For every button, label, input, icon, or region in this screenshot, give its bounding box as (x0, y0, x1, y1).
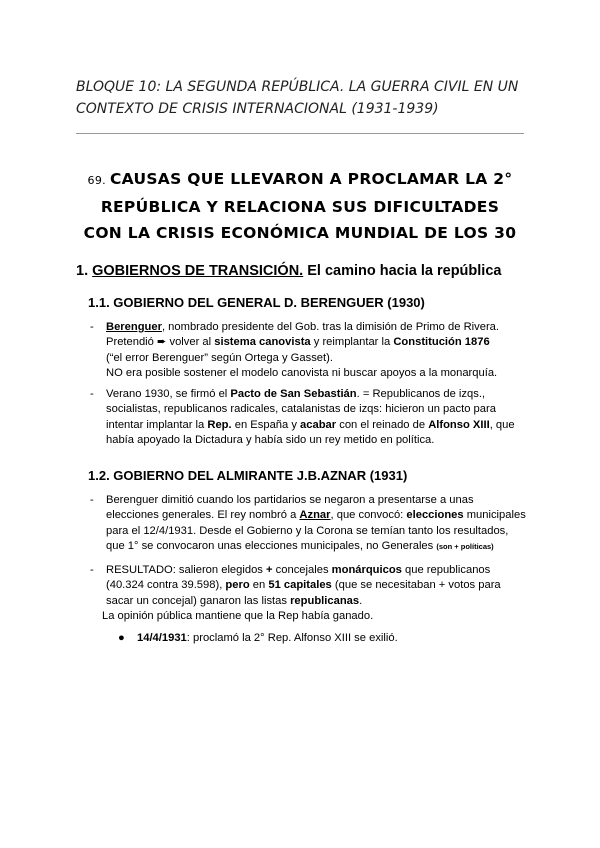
small-note: (son + políticas) (436, 541, 494, 551)
text: concejales (272, 564, 332, 576)
term-51-capitales: 51 capitales (268, 579, 332, 592)
term-pacto-san-sebastian: Pacto de San Sebastián (230, 388, 357, 400)
section-number: 1. (76, 263, 89, 279)
text: en (249, 579, 269, 592)
block-title-line-1: BLOQUE 10: LA SEGUNDA REPÚBLICA. LA GUERRA CIVIL EN UN (76, 79, 519, 95)
text: , que convocó: (330, 509, 407, 522)
dash-marker: - (90, 564, 94, 576)
text: (40.324 contra 39.598), (106, 579, 226, 592)
term-berenguer: Berenguer (106, 321, 162, 333)
text: elecciones generales. El rey nombró a (106, 509, 300, 522)
text: RESULTADO: salieron elegidos (106, 564, 267, 576)
text: . (359, 594, 363, 607)
term-acabar: acabar (300, 418, 337, 431)
text-line: La opinión pública mantiene que la Rep había ganado. (102, 609, 374, 622)
question-title-line-3: CON LA CRISIS ECONÓMICA MUNDIAL DE LOS 30 (83, 224, 517, 242)
horizontal-divider (76, 133, 524, 134)
text-line: socialistas, republicanos radicales, catalanistas de izqs: hicieron un pacto para (106, 403, 496, 416)
term-sistema-canovista: sistema canovista (214, 336, 311, 349)
dash-marker: - (90, 494, 94, 506)
term-constitucion-1876: Constitución 1876 (393, 336, 490, 349)
question-title-line-2: REPÚBLICA Y RELACIONA SUS DIFICULTADES (100, 198, 500, 216)
dash-marker: - (90, 388, 94, 400)
term-monarquicos: monárquicos (331, 564, 402, 576)
block-title (76, 76, 536, 120)
text-line: había apoyado la Dictadura y había sido un rey metido en política. (106, 433, 435, 446)
term-elecciones: elecciones (406, 509, 464, 522)
text: que 1° se convocaron unas elecciones municipales, no Generales (106, 539, 437, 552)
block-title-line-2: CONTEXTO DE CRISIS INTERNACIONAL (1931-1939) (76, 101, 439, 117)
term-pero: pero (225, 579, 250, 592)
text: , que (489, 418, 515, 431)
text: en España y (231, 418, 301, 431)
text: (que se necesitaban + votos para (331, 579, 501, 592)
dash-marker: - (90, 321, 94, 333)
text: , nombrado presidente del Gob. tras la dimisión de Primo de Rivera. (161, 321, 500, 333)
question-title-line-1: CAUSAS QUE LLEVARON A PROCLAMAR LA 2° (109, 170, 513, 188)
subsection-heading-1-2: 1.2. GOBIERNO DEL ALMIRANTE J.B.AZNAR (1931) (88, 468, 408, 483)
text: que republicanos (401, 564, 491, 576)
subsection-heading-1-1: 1.1. GOBIERNO DEL GENERAL D. BERENGUER (1930) (88, 295, 425, 310)
text: sacar un concejal) ganaron las listas (106, 594, 291, 607)
text: municipales (463, 509, 526, 522)
bullet-dot-icon: ● (118, 632, 125, 644)
text: intentar implantar la (106, 418, 208, 431)
text-line: Berenguer dimitió cuando los partidarios se negaron a presentarse a unas (106, 494, 474, 506)
text: . = Republicanos de izqs., (356, 388, 486, 400)
term-rep: Rep. (207, 418, 232, 431)
term-alfonso-xiii: Alfonso XIII (428, 418, 490, 431)
question-number: 69. (87, 174, 106, 187)
section-heading-1 (76, 263, 501, 279)
term-aznar: Aznar (299, 509, 331, 522)
text: Pretendió ➨ volver al (106, 336, 215, 349)
section-title-underlined: GOBIERNOS DE TRANSICIÓN. (92, 263, 304, 279)
text: : proclamó la 2° Rep. Alfonso XIII se exilió. (186, 632, 398, 644)
section-title-rest: El camino hacia la república (307, 263, 502, 279)
question-title (60, 166, 540, 246)
text-line: para el 12/4/1931. Desde el Gobierno y la Corona se temían tanto los resultados, (106, 524, 509, 537)
text: Verano 1930, se firmó el (106, 388, 231, 400)
text: con el reinado de (336, 418, 429, 431)
term-plus: + (266, 564, 273, 576)
text-line: (“el error Berenguer” según Ortega y Gasset). (106, 351, 333, 364)
term-date: 14/4/1931 (137, 632, 187, 644)
term-republicanas: republicanas (290, 594, 360, 607)
text-line: NO era posible sostener el modelo canovista ni buscar apoyos a la monarquía. (106, 366, 498, 379)
text: y reimplantar la (310, 336, 394, 349)
